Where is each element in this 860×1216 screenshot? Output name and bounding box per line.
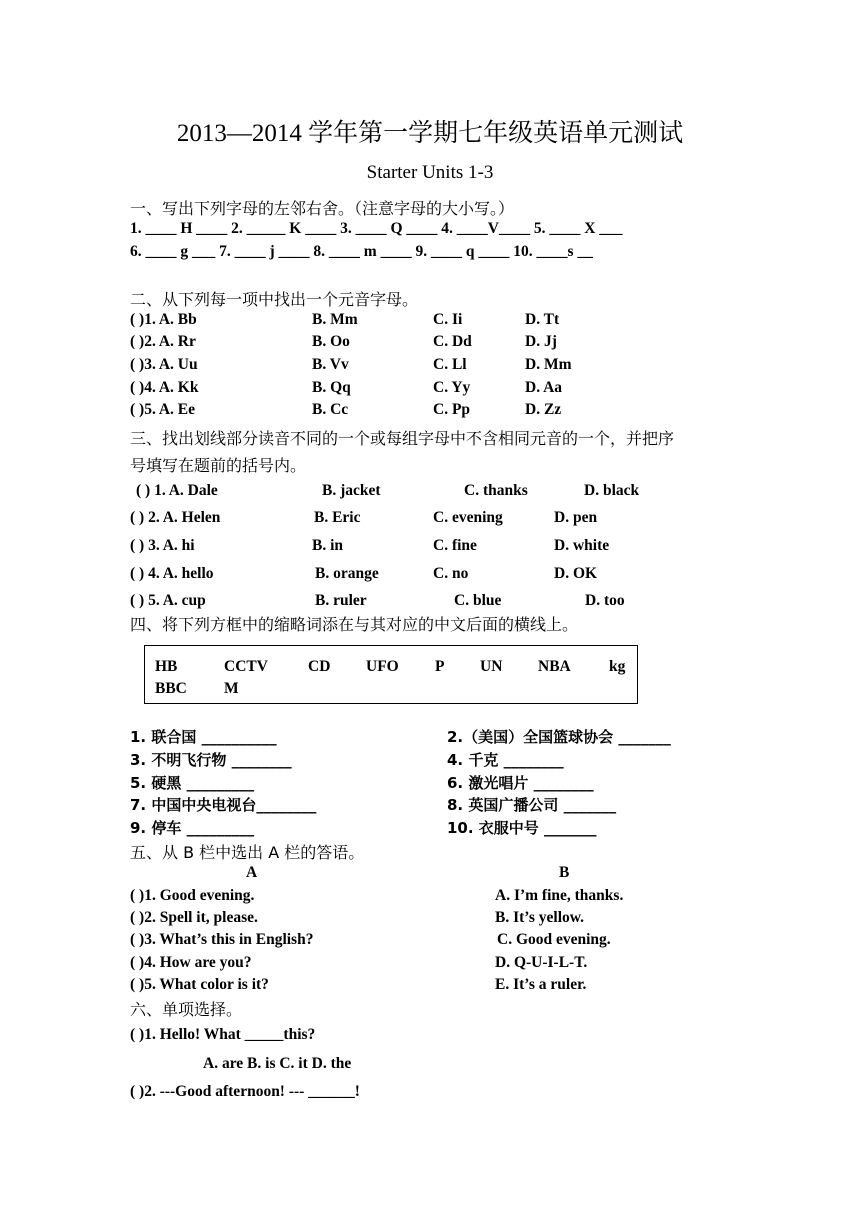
option-b: B. in — [312, 537, 344, 554]
option-d: D. black — [584, 482, 640, 499]
option-b: B. Eric — [314, 509, 361, 526]
option-c: C. blue — [454, 592, 502, 609]
match-item: 10. 衣服中号 _______ — [447, 819, 597, 837]
question-option-a: ( )5. A. Ee — [130, 401, 196, 418]
abbr-word: UN — [480, 658, 503, 675]
abbr-word: BBC — [155, 680, 187, 697]
option-c: C. fine — [433, 537, 477, 554]
match-item: 3. 不明飞行物 ________ — [130, 751, 292, 769]
answer-b: E. It’s a ruler. — [495, 976, 587, 993]
option-c: C. evening — [433, 509, 503, 526]
match-item: 2.（美国）全国篮球协会 _______ — [447, 728, 671, 746]
match-item: 1. 联合国 __________ — [130, 728, 277, 746]
section-1-heading: 一、写出下列字母的左邻右舍。（注意字母的大小写。） — [130, 199, 515, 218]
question-a: ( )2. Spell it, please. — [130, 909, 258, 926]
abbr-word: M — [224, 680, 239, 697]
option-c: C. Ii — [433, 311, 463, 328]
option-d: D. Aa — [525, 379, 563, 396]
page-subtitle: Starter Units 1-3 — [366, 162, 494, 183]
question-a: ( )1. Good evening. — [130, 887, 255, 904]
option-b: B. orange — [315, 565, 379, 582]
option-d: D. Zz — [525, 401, 562, 418]
section-6-heading: 六、单项选择。 — [130, 1000, 243, 1019]
question-a: ( )3. What’s this in English? — [130, 931, 314, 948]
question-a: ( )5. What color is it? — [130, 976, 269, 993]
section-4-heading: 四、将下列方框中的缩略词添在与其对应的中文后面的横线上。 — [130, 615, 579, 634]
option-c: C. Yy — [433, 379, 471, 396]
question-option-a: ( )2. A. Rr — [130, 333, 196, 350]
question-1-options: A. are B. is C. it D. the — [203, 1055, 352, 1072]
page-title: 2013—2014 学年第一学期七年级英语单元测试 — [176, 120, 684, 147]
option-d: D. Mm — [525, 356, 572, 373]
question-option-a: ( ) 5. A. cup — [130, 592, 206, 609]
question-option-a: ( ) 4. A. hello — [130, 565, 214, 582]
option-c: C. no — [433, 565, 469, 582]
question-a: ( )4. How are you? — [130, 954, 252, 971]
match-item: 6. 激光唱片 ________ — [447, 774, 594, 792]
question-2: ( )2. ---Good afternoon! --- ______! — [130, 1083, 360, 1100]
section-1-line-2: 6. ____ g ___ 7. ____ j ____ 8. ____ m ____ 9. ____ q ____ 10. ____s __ — [130, 243, 593, 260]
abbr-word: HB — [155, 658, 178, 675]
option-c: C. Ll — [433, 356, 467, 373]
option-b: B. ruler — [315, 592, 367, 609]
match-item: 8. 英国广播公司 _______ — [447, 796, 617, 814]
option-b: B. Mm — [312, 311, 358, 328]
abbr-word: NBA — [538, 658, 571, 675]
abbr-word: CD — [308, 658, 331, 675]
answer-b: D. Q-U-I-L-T. — [495, 954, 588, 971]
abbr-word: UFO — [366, 658, 399, 675]
question-option-a: ( ) 3. A. hi — [130, 537, 195, 554]
option-d: D. pen — [554, 509, 598, 526]
abbreviation-box — [144, 645, 638, 704]
question-option-a: ( ) 1. A. Dale — [136, 482, 218, 499]
abbr-word: kg — [609, 658, 626, 675]
option-d: D. too — [585, 592, 625, 609]
option-d: D. Tt — [525, 311, 560, 328]
question-1: ( )1. Hello! What _____this? — [130, 1026, 316, 1043]
section-2-heading: 二、从下列每一项中找出一个元音字母。 — [130, 290, 419, 309]
question-option-a: ( ) 2. A. Helen — [130, 509, 221, 526]
section-3-heading-line-1: 三、找出划线部分读音不同的一个或每组字母中不含相同元音的一个，并把序 — [130, 429, 675, 448]
option-c: C. Dd — [433, 333, 472, 350]
option-d: D. Jj — [525, 333, 557, 350]
column-b-label: B — [559, 864, 570, 881]
option-b: B. jacket — [322, 482, 381, 499]
answer-b: A. I’m fine, thanks. — [495, 887, 624, 904]
option-c: C. Pp — [433, 401, 471, 418]
match-item: 4. 千克 ________ — [447, 751, 564, 769]
option-d: D. white — [554, 537, 610, 554]
option-c: C. thanks — [464, 482, 528, 499]
option-b: B. Qq — [312, 379, 351, 396]
question-option-a: ( )3. A. Uu — [130, 356, 198, 373]
option-d: D. OK — [554, 565, 598, 582]
match-item: 9. 停车 _________ — [130, 819, 255, 837]
match-item: 7. 中国中央电视台________ — [130, 796, 317, 814]
section-5-heading: 五、从 B 栏中选出 A 栏的答语。 — [130, 843, 365, 862]
option-b: B. Vv — [312, 356, 349, 373]
section-3-heading-line-2: 号填写在题前的括号内。 — [130, 456, 307, 475]
option-b: B. Oo — [312, 333, 350, 350]
question-option-a: ( )1. A. Bb — [130, 311, 197, 328]
section-1-line-1: 1. ____ H ____ 2. _____ K ____ 3. ____ Q ____ 4. ____V____ 5. ____ X ___ — [130, 220, 623, 237]
abbr-word: P — [435, 658, 445, 675]
answer-b: C. Good evening. — [497, 931, 611, 948]
match-item: 5. 硬黑 _________ — [130, 774, 255, 792]
answer-b: B. It’s yellow. — [495, 909, 584, 926]
option-b: B. Cc — [312, 401, 349, 418]
column-a-label: A — [246, 864, 258, 881]
abbr-word: CCTV — [224, 658, 268, 675]
question-option-a: ( )4. A. Kk — [130, 379, 199, 396]
